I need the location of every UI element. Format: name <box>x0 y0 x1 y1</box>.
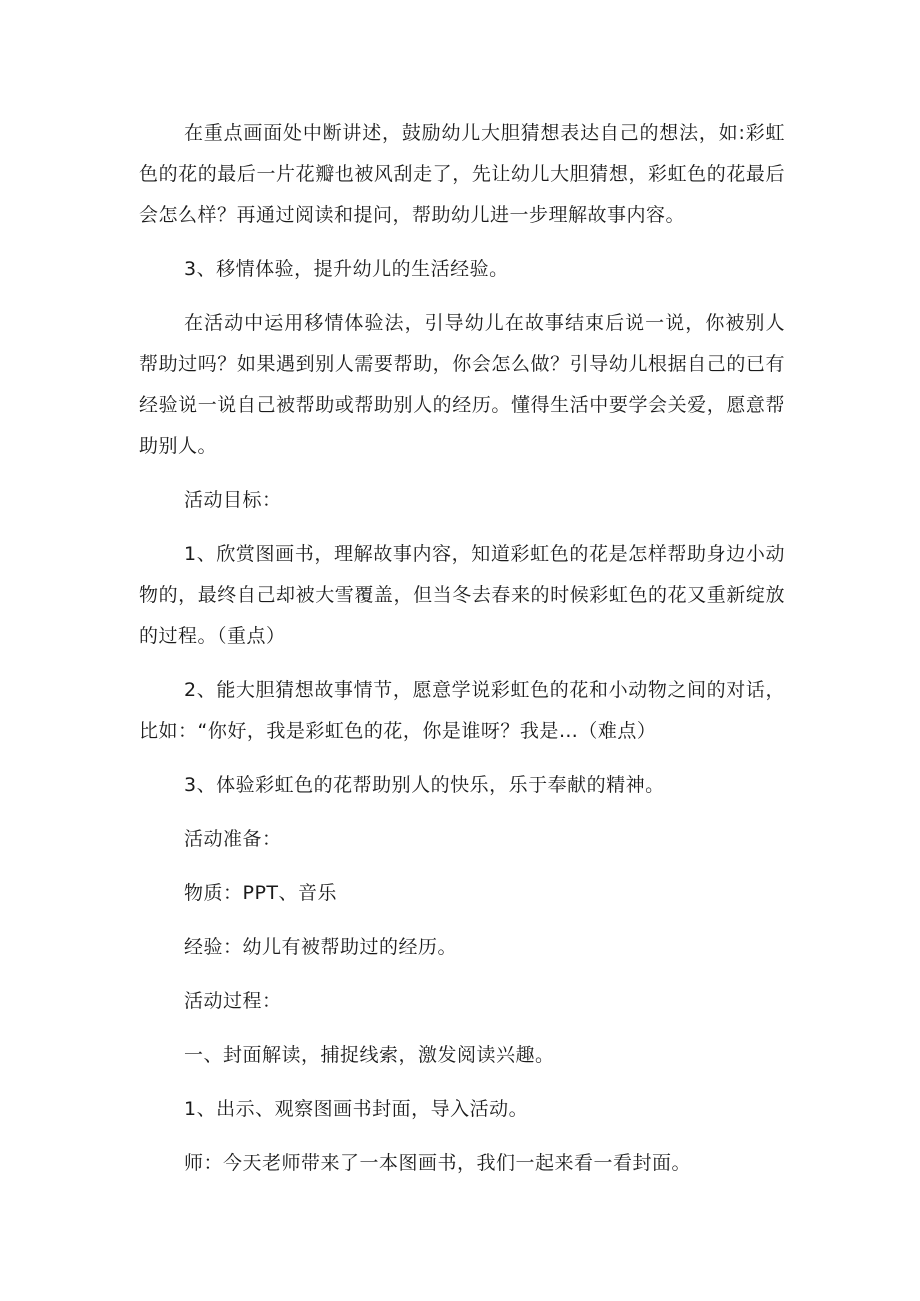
paragraph-step-3-heading: 3、移情体验，提升幼儿的生活经验。 <box>184 258 509 280</box>
teacher-line: 师：今天老师带来了一本图画书，我们一起来看一看封面。 <box>184 1152 692 1174</box>
goal-item-1: 1、欣赏图画书，理解故事内容，知道彩虹色的花是怎样帮助身边小动物的，最终自己却被大雪覆盖，但当冬去春来的时候彩虹色的花又重新绽放的过程。（重点） <box>139 543 785 647</box>
process-step-1-heading: 一、封面解读，捕捉线索，激发阅读兴趣。 <box>184 1044 555 1066</box>
goal-item-2: 2、能大胆猜想故事情节，愿意学说彩虹色的花和小动物之间的对话，比如：“你好，我是彩虹色的花，你是谁呀？我是…（难点） <box>139 679 785 742</box>
heading-activity-process: 活动过程： <box>184 990 282 1012</box>
heading-activity-goals: 活动目标： <box>184 489 282 511</box>
heading-activity-preparation: 活动准备： <box>184 828 282 850</box>
goal-item-3: 3、体验彩虹色的花帮助别人的快乐，乐于奉献的精神。 <box>184 774 665 796</box>
preparation-materials: 物质：PPT、音乐 <box>184 882 338 904</box>
document-body <box>139 113 785 1184</box>
process-substep-1: 1、出示、观察图画书封面，导入活动。 <box>184 1098 529 1120</box>
paragraph-guessing-method: 在重点画面处中断讲述，鼓励幼儿大胆猜想表达自己的想法，如:彩虹色的花的最后一片花瓣也被风刮走了，先让幼儿大胆猜想，彩虹色的花最后会怎么样？再通过阅读和提问，帮助幼儿进一步理解故事内容。 <box>139 122 785 226</box>
paragraph-empathy-method: 在活动中运用移情体验法，引导幼儿在故事结束后说一说，你被别人帮助过吗？如果遇到别人需要帮助，你会怎么做？引导幼儿根据自己的已有经验说一说自己被帮助或帮助别人的经历。懂得生活中要学会关爱，愿意帮助别人。 <box>139 312 785 457</box>
preparation-experience: 经验：幼儿有被帮助过的经历。 <box>184 936 458 958</box>
